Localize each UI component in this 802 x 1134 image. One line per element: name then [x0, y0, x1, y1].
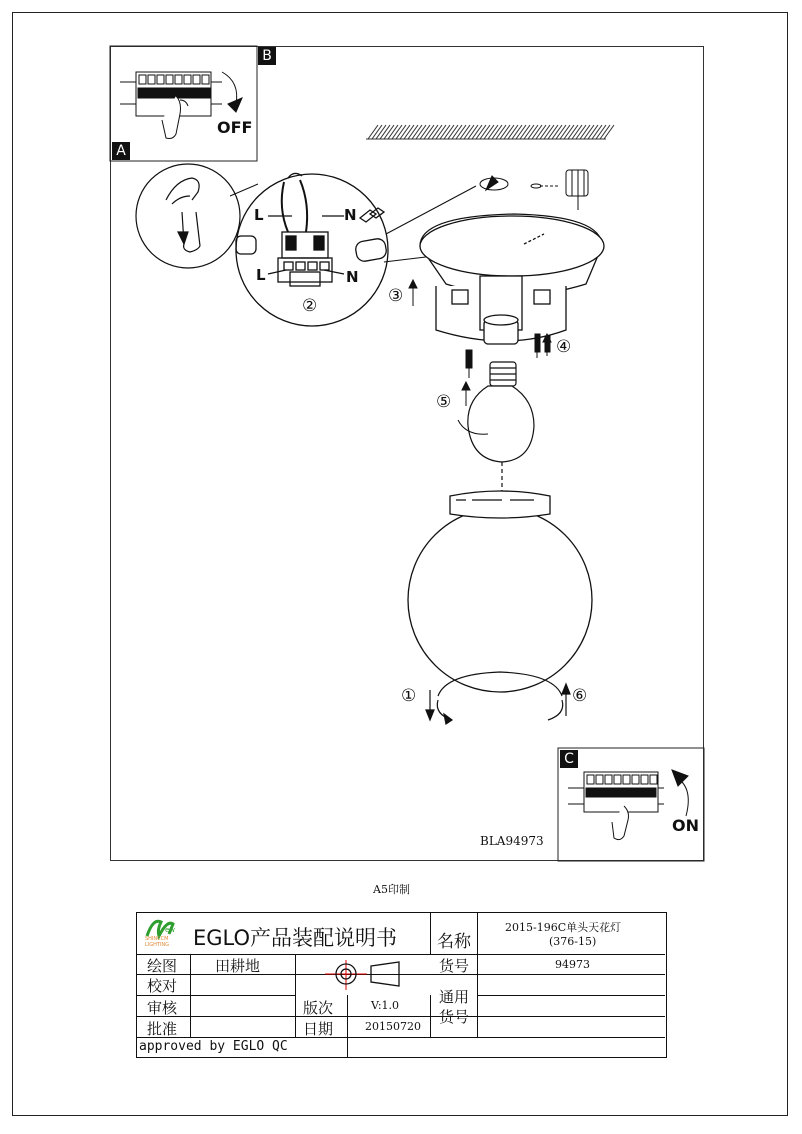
checked-label: 校对	[147, 977, 178, 995]
on-label: ON	[672, 816, 699, 835]
approved-label: 批准	[147, 1020, 178, 1038]
live-label-bottom: L	[256, 266, 266, 284]
general-item-label-1: 通用	[439, 988, 470, 1006]
approval-note: approved by EGLO QC	[139, 1039, 288, 1054]
logo-text: SHINCCM LIGHTING	[145, 936, 170, 948]
product-code: (376-15)	[549, 935, 597, 948]
neutral-label-top: N	[344, 206, 357, 224]
ceiling-canopy	[420, 214, 604, 344]
step-4-marker: ④	[556, 337, 572, 357]
name-label: 名称	[437, 932, 471, 952]
version-value: V:1.0	[371, 999, 400, 1012]
step-6-marker: ⑥	[572, 686, 588, 706]
panel-a-label: A	[112, 142, 130, 160]
svg-text:ew: ew	[165, 926, 176, 934]
ceiling-hatch	[366, 125, 614, 139]
neutral-label-bottom: N	[346, 268, 359, 286]
product-name: 2015-196C单头天花灯	[505, 921, 622, 934]
item-no-label: 货号	[439, 957, 470, 975]
panel-c-label: C	[560, 750, 578, 768]
wall-plug-screw	[480, 170, 588, 210]
step-2-marker: ②	[302, 296, 318, 316]
item-no-value: 94973	[555, 958, 590, 971]
glass-globe	[408, 491, 592, 692]
date-label: 日期	[303, 1020, 334, 1038]
step-5-marker: ⑤	[436, 392, 452, 412]
reviewed-label: 审核	[147, 999, 178, 1017]
breaker-on-illustration	[568, 770, 688, 840]
off-label: OFF	[217, 118, 253, 137]
print-note: A5印制	[373, 883, 410, 896]
document-title: EGLO产品装配说明书	[193, 926, 398, 950]
version-label: 版次	[303, 999, 334, 1017]
drawn-by: 田耕地	[215, 957, 261, 975]
panel-b-label: B	[258, 47, 276, 65]
projection-symbol-icon	[325, 960, 405, 990]
step-3-marker: ③	[388, 286, 404, 306]
live-label-top: L	[254, 206, 264, 224]
date-value: 20150720	[365, 1020, 421, 1033]
light-bulb	[468, 362, 534, 496]
general-item-label-2: 货号	[439, 1008, 470, 1026]
title-block	[136, 912, 667, 1058]
step-1-marker: ①	[401, 686, 417, 706]
wire-strip-detail	[136, 164, 240, 268]
drawn-label: 绘图	[147, 957, 178, 975]
model-code: BLA94973	[480, 834, 544, 848]
